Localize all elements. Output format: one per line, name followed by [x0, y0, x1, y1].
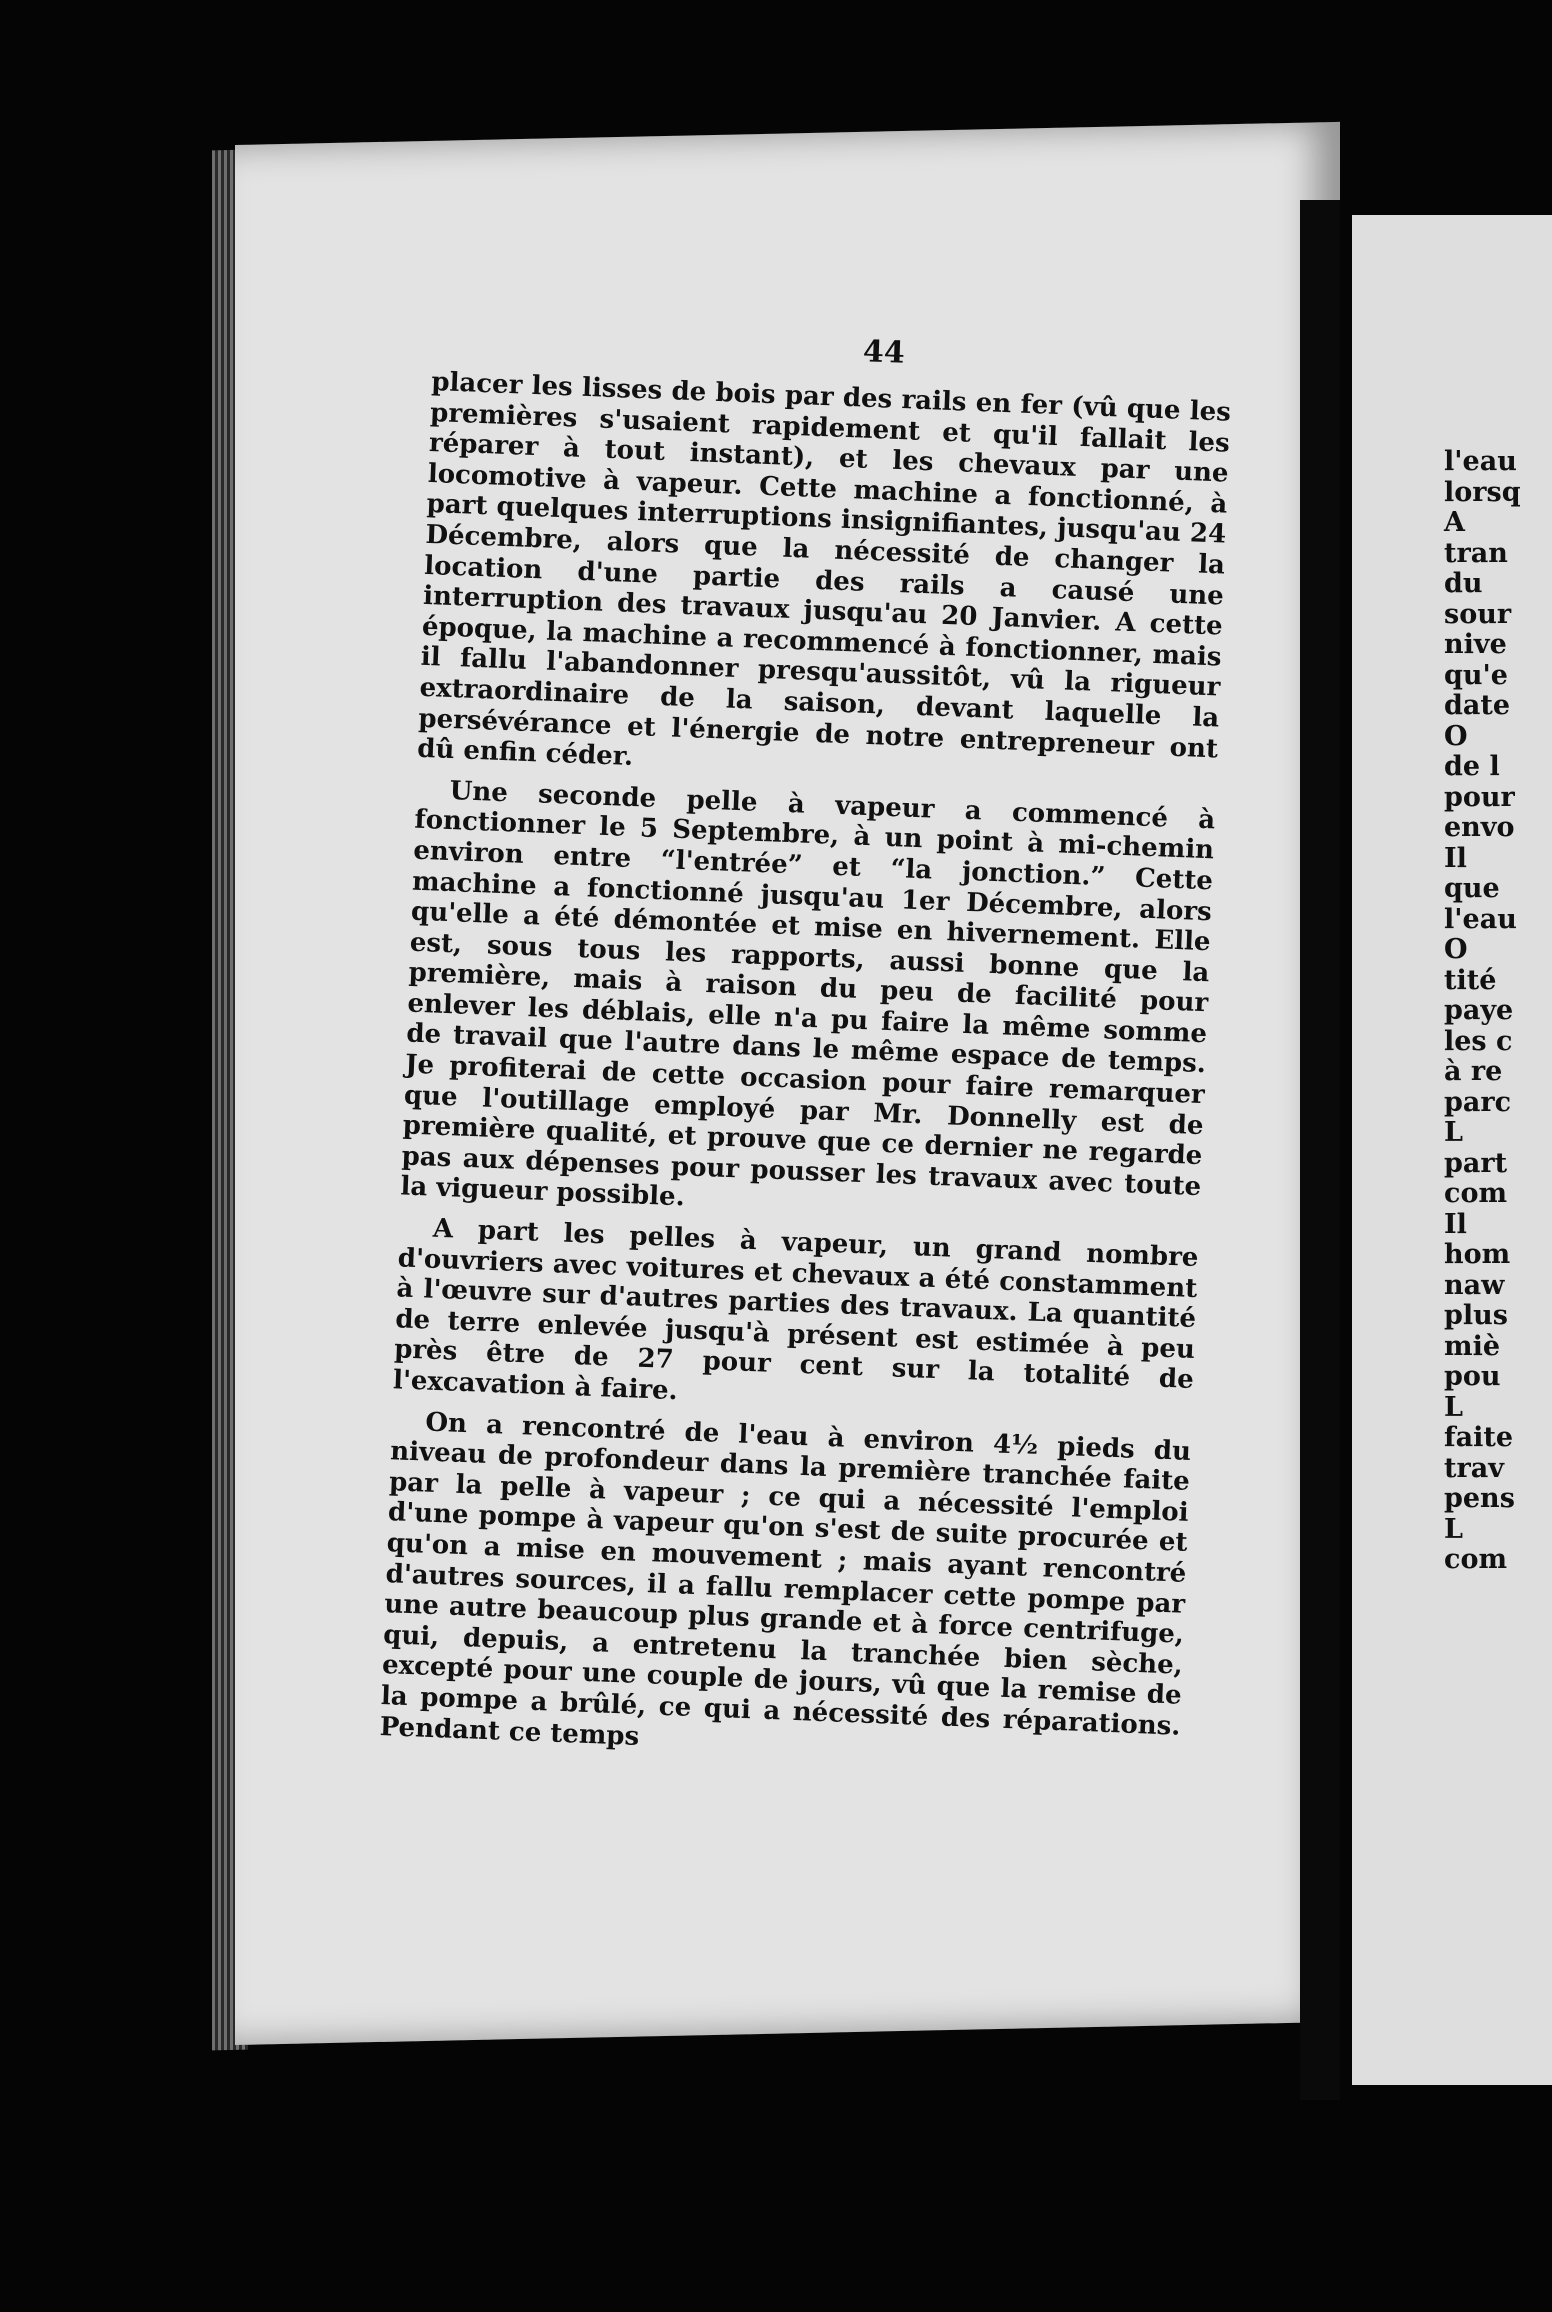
right-page-line: com: [1444, 1178, 1508, 1209]
right-page-line: lorsq: [1444, 476, 1521, 508]
right-page-line: com: [1444, 1544, 1508, 1575]
page-number: 44: [862, 334, 906, 371]
right-page-line: O: [1444, 720, 1468, 752]
right-page-line: parc: [1444, 1086, 1512, 1118]
paragraph: On a rencontré de l'eau à environ 4½ pieds du niveau de profondeur dans la première tranchée faite par la pelle à vapeur ; ce qui a nécessité l'emploi d'une pompe à vapeur qu'on s'est de suite procurée et qu'on a mise en mouvement ; mais ayant rencontré d'autres sources, il a fallu remplacer cette pompe par une autre beaucoup plus grande et à force centrifuge, qui, depuis, a entretenu la tranchée bien sèche, excepté pour une couple de jours, vû que la remise de la pompe a brûlé, ce qui a nécessité des réparations. Pendant ce temps: [379, 1407, 1192, 1752]
right-page-line: Il: [1444, 1208, 1467, 1240]
right-page-line: faite: [1444, 1422, 1514, 1453]
right-page-line: du: [1444, 568, 1483, 599]
right-page-line: hom: [1444, 1239, 1511, 1270]
right-page-line: les c: [1444, 1025, 1513, 1057]
right-page-line: part: [1444, 1147, 1508, 1179]
right-page-fragments: [1444, 447, 1521, 1576]
right-page-line: date: [1444, 690, 1511, 721]
right-page-line: tité: [1444, 964, 1497, 996]
right-page-line: L: [1444, 1513, 1463, 1545]
right-page-line: sour: [1444, 598, 1512, 630]
right-page-line: pour: [1444, 781, 1515, 813]
right-page-line: que: [1444, 873, 1500, 904]
right-page-line: de l: [1444, 751, 1500, 782]
right-page-line: l'eau: [1444, 446, 1517, 477]
paragraph: placer les lisses de bois par des rails en fer (vû que les premières s'usaient rapidement et qu'il fallait les réparer à tout instant), et les chevaux par une locomotive à vapeur. Cette machine a fonctionné, à part quelques interruptions insignifiantes, jusqu'au 24 Décembre, alors que la nécessité de changer la location d'une partie des rails a causé une interruption des travaux jusqu'au 20 Janvier. A cette époque, la machine a recommencé à fonctionner, mais il fallu l'abandonner presqu'aussitôt, vû la rigueur extraordinaire de la saison, devant laquelle la persévérance et l'énergie de notre entrepreneur ont dû enfin céder.: [416, 367, 1232, 773]
right-page: [1352, 215, 1552, 2085]
right-page-line: tran: [1444, 537, 1508, 569]
right-page-line: qu'e: [1444, 659, 1508, 691]
right-page-line: paye: [1444, 995, 1514, 1026]
right-page-line: nive: [1444, 629, 1507, 660]
right-page-line: pou: [1444, 1361, 1501, 1392]
page-body: [379, 367, 1232, 1783]
paragraph: A part les pelles à vapeur, un grand nombre d'ouvriers avec voitures et chevaux a été constamment à l'œuvre sur d'autres parties des travaux. La quantité de terre enlevée jusqu'à présent est estimée à peu près être de 27 pour cent sur la totalité de l'excavation à faire.: [392, 1213, 1199, 1407]
right-page-line: L: [1444, 1391, 1463, 1423]
right-page-line: trav: [1444, 1452, 1504, 1484]
right-page-line: plus: [1444, 1300, 1508, 1331]
page-gutter: [1300, 200, 1340, 2100]
right-page-line: à re: [1444, 1056, 1503, 1087]
right-page-line: A: [1444, 507, 1465, 538]
right-page-line: pens: [1444, 1483, 1515, 1514]
right-page-line: envo: [1444, 812, 1515, 843]
right-page-line: miè: [1444, 1330, 1501, 1362]
paragraph: Une seconde pelle à vapeur a commencé à fonctionner le 5 Septembre, à un point à mi-chemin environ entre “l'entrée” et “la jonction.” Cette machine a fonctionné jusqu'au 1er Décembre, alors qu'elle a été démontée et mise en hivernement. Elle est, sous tous les rapports, aussi bonne que la première, mais à raison du peu de facilité pour enlever les déblais, elle n'a pu faire la même somme de travail que l'autre dans le même espace de temps. Je profiterai de cette occasion pour faire remarquer que l'outillage employé par Mr. Donnelly est de première qualité, et prouve que ce dernier ne regarde pas aux dépenses pour pousser les travaux avec toute la vigueur possible.: [399, 775, 1216, 1213]
right-page-line: Il: [1444, 842, 1467, 874]
right-page-line: L: [1444, 1117, 1463, 1148]
right-page-line: naw: [1444, 1269, 1505, 1301]
right-page-line: O: [1444, 934, 1468, 965]
right-page-line: l'eau: [1444, 903, 1517, 935]
